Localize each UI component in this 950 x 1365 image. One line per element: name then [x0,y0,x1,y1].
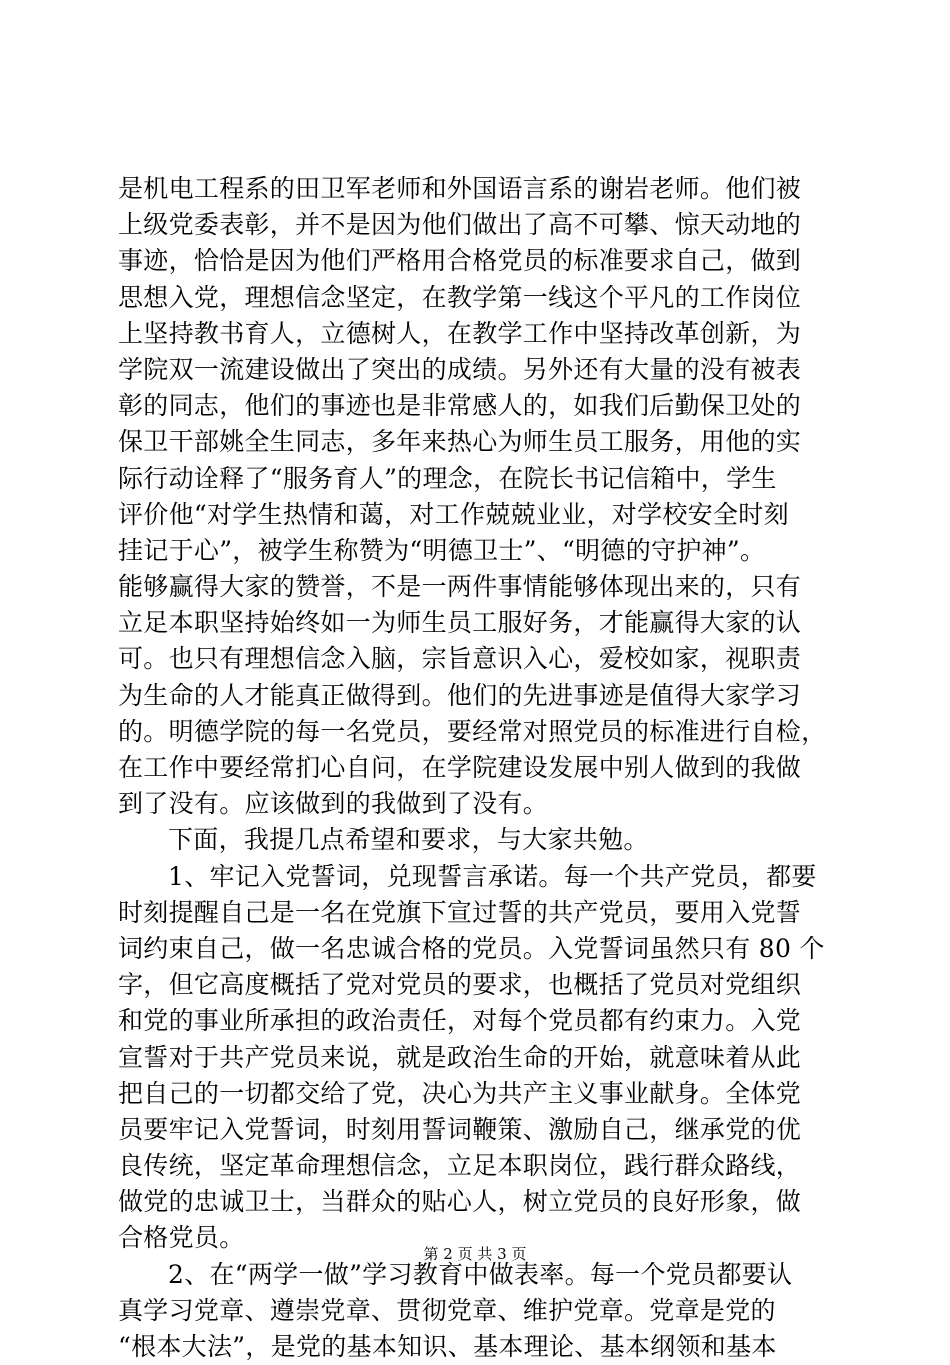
text-line: 到了没有。应该做到的我做到了没有。 [118,789,549,819]
text-line: 下面，我提几点希望和要求，与大家共勉。 [168,825,649,855]
text-line: 做党的忠诚卫士，当群众的贴心人，树立党员的良好形象，做 [118,1187,802,1217]
text-line: 1、牢记入党誓词，兑现誓言承诺。每一个共产党员，都要 [168,861,817,891]
page-footer: 第 2 页 共 3 页 [423,1245,527,1263]
text-line: 的。明德学院的每一名党员，要经常对照党员的标准进行自检， [118,716,827,746]
text-line: 思想入党，理想信念坚定，在教学第一线这个平凡的工作岗位 [118,282,802,312]
text-line: 把自己的一切都交给了党，决心为共产主义事业献身。全体党 [118,1078,802,1108]
text-line: 立足本职坚持始终如一为师生员工服好务，才能赢得大家的认 [118,608,802,638]
text-line: 字，但它高度概括了党对党员的要求，也概括了党员对党组织 [118,970,802,1000]
text-line: 上级党委表彰，并不是因为他们做出了高不可攀、惊天动地的 [118,210,802,240]
text-line: 评价他“对学生热情和蔼，对工作兢兢业业，对学校安全时刻 [118,499,789,529]
text-line: 宣誓对于共产党员来说，就是政治生命的开始，就意味着从此 [118,1042,802,1072]
text-line: 词约束自己，做一名忠诚合格的党员。入党誓词虽然只有 80 个 [118,933,825,963]
text-line: 和党的事业所承担的政治责任，对每个党员都有约束力。入党 [118,1006,802,1036]
text-line: 学院双一流建设做出了突出的成绩。另外还有大量的没有被表 [118,354,802,384]
text-line: 彰的同志，他们的事迹也是非常感人的，如我们后勤保卫处的 [118,391,802,421]
text-line: 是机电工程系的田卫军老师和外国语言系的谢岩老师。他们被 [118,174,802,203]
text-line: 可。也只有理想信念入脑，宗旨意识入心，爱校如家，视职责 [118,644,802,674]
document-body [118,171,838,1365]
text-line: 能够赢得大家的赞誉，不是一两件事情能够体现出来的，只有 [118,572,802,602]
text-line: 合格党员。 [118,1223,245,1253]
text-line: 事迹，恰恰是因为他们严格用合格党员的标准要求自己，做到 [118,246,802,276]
text-line: 挂记于心”，被学生称赞为“明德卫士”、“明德的守护神”。 [118,535,766,565]
text-line: 员要牢记入党誓词，时刻用誓词鞭策、激励自己，继承党的优 [118,1114,802,1144]
text-line: “根本大法”，是党的基本知识、基本理论、基本纲领和基本 [118,1332,777,1361]
text-line: 为生命的人才能真正做得到。他们的先进事迹是值得大家学习 [118,680,802,710]
text-line: 2、在“两学一做”学习教育中做表率。每一个党员都要认 [168,1259,793,1289]
text-line: 际行动诠释了“服务育人”的理念，在院长书记信箱中，学生 [118,463,777,493]
text-line: 上坚持教书育人，立德树人，在教学工作中坚持改革创新，为 [118,318,802,348]
text-line: 保卫干部姚全生同志，多年来热心为师生员工服务，用他的实 [118,427,802,457]
text-line: 真学习党章、遵崇党章、贯彻党章、维护党章。党章是党的 [118,1295,776,1325]
text-line: 在工作中要经常扪心自问，在学院建设发展中别人做到的我做 [118,753,802,782]
text-line: 时刻提醒自己是一名在党旗下宣过誓的共产党员，要用入党誓 [118,897,802,927]
text-line: 良传统，坚定革命理想信念，立足本职岗位，践行群众路线， [118,1151,802,1181]
